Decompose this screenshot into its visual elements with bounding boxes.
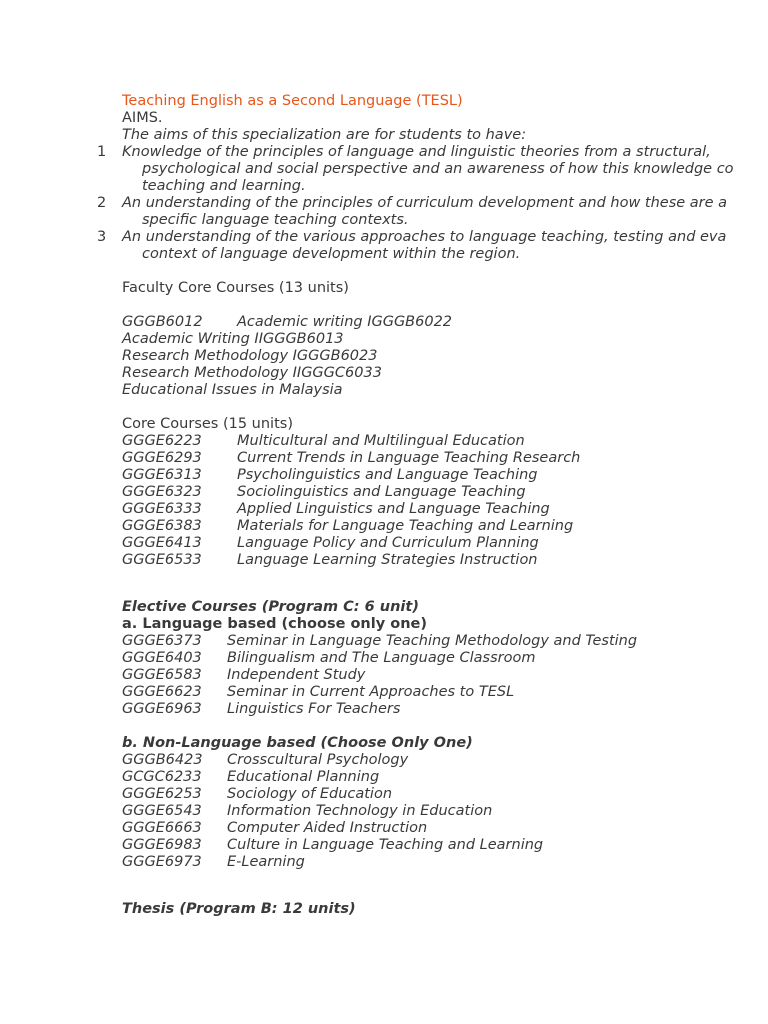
course-name: Current Trends in Language Teaching Research	[237, 450, 581, 466]
elective-b-row	[122, 803, 492, 820]
thesis-heading: Thesis (Program B: 12 units)	[122, 901, 356, 917]
elective-a-row	[122, 667, 365, 684]
course-code: GGGE6313	[122, 467, 202, 483]
course-name: Academic writing IGGGB6022	[237, 314, 453, 330]
course-code: GGGE6403	[122, 650, 202, 666]
course-code: GGGE6533	[122, 552, 202, 568]
course-name: Language Learning Strategies Instruction	[237, 552, 538, 568]
course-code: GGGB6012	[122, 314, 203, 330]
core-course-row	[122, 484, 526, 501]
elective-b-row	[122, 820, 427, 837]
aims-period: .	[157, 110, 163, 126]
elective-b-heading: b. Non-Language based (Choose Only One)	[122, 735, 473, 751]
document-title: Teaching English as a Second Language (TESL)	[122, 93, 463, 109]
course-name: Educational Planning	[227, 769, 380, 785]
course-code: GGGE6413	[122, 535, 202, 551]
course-code: GGGE6323	[122, 484, 202, 500]
aim-3-line-2: context of language development within the region.	[142, 246, 521, 262]
course-code: GGGE6623	[122, 684, 202, 700]
core-course-row	[122, 450, 580, 467]
elective-heading: Elective Courses (Program C: 6 unit)	[122, 599, 419, 615]
elective-b-row	[122, 786, 392, 803]
core-course-row	[122, 535, 539, 552]
course-name: Crosscultural Psychology	[227, 752, 409, 768]
faculty-core-line: Research Methodology IIGGGC6033	[122, 365, 382, 381]
faculty-core-line: Research Methodology IGGGB6023	[122, 348, 378, 364]
core-course-row	[122, 467, 538, 484]
course-name: Psycholinguistics and Language Teaching	[237, 467, 538, 483]
course-name: Bilingualism and The Language Classroom	[227, 650, 536, 666]
aim-3-line-1: An understanding of the various approaches to language teaching, testing and eva	[122, 229, 727, 245]
aims-intro: The aims of this specialization are for students to have:	[122, 127, 527, 143]
course-name: Seminar in Language Teaching Methodology and Testing	[227, 633, 638, 649]
course-name: Multicultural and Multilingual Education	[237, 433, 525, 449]
core-courses-heading: Core Courses (15 units)	[122, 416, 293, 432]
aim-1-line-1: Knowledge of the principles of language and linguistic theories from a structural,	[122, 144, 711, 160]
course-name: Culture in Language Teaching and Learning	[227, 837, 544, 853]
course-code: GGGE6973	[122, 854, 202, 870]
course-name: Sociolinguistics and Language Teaching	[237, 484, 526, 500]
aim-number-2: 2	[97, 195, 107, 211]
elective-b-row	[122, 769, 379, 786]
elective-b-row	[122, 752, 408, 769]
course-name: Independent Study	[227, 667, 366, 683]
course-code: GGGE6293	[122, 450, 202, 466]
aim-2-line-1: An understanding of the principles of curriculum development and how these are a	[122, 195, 728, 211]
course-name: Materials for Language Teaching and Learning	[237, 518, 574, 534]
aim-number-3: 3	[97, 229, 107, 245]
course-name: Language Policy and Curriculum Planning	[237, 535, 539, 551]
course-code: GGGE6543	[122, 803, 202, 819]
faculty-core-line: Academic Writing IIGGGB6013	[122, 331, 344, 347]
faculty-core-line: Educational Issues in Malaysia	[122, 382, 343, 398]
course-name: E-Learning	[227, 854, 305, 870]
course-code: GGGE6333	[122, 501, 202, 517]
elective-a-row	[122, 633, 637, 650]
elective-a-heading: a. Language based (choose only one)	[122, 616, 427, 632]
core-course-row	[122, 552, 538, 569]
aims-label: AIMS	[122, 110, 158, 126]
course-name: Linguistics For Teachers	[227, 701, 401, 717]
elective-a-row	[122, 684, 514, 701]
core-course-row	[122, 433, 525, 450]
course-code: GGGE6373	[122, 633, 202, 649]
aim-1-line-3: teaching and learning.	[142, 178, 306, 194]
elective-b-row	[122, 837, 543, 854]
course-code: GGGE6963	[122, 701, 202, 717]
elective-b-row	[122, 854, 305, 871]
aims-heading	[122, 110, 163, 127]
core-course-row	[122, 518, 573, 535]
course-code: GCGC6233	[122, 769, 202, 785]
course-code: GGGE6583	[122, 667, 202, 683]
faculty-core-heading: Faculty Core Courses (13 units)	[122, 280, 349, 296]
course-name: Applied Linguistics and Language Teaching	[237, 501, 550, 517]
aim-1-line-2: psychological and social perspective and an awareness of how this knowledge co	[142, 161, 734, 177]
elective-a-row	[122, 701, 400, 718]
faculty-core-first-line	[122, 314, 452, 331]
aim-number-1: 1	[97, 144, 107, 160]
aim-2-line-2: specific language teaching contexts.	[142, 212, 409, 228]
course-name: Seminar in Current Approaches to TESL	[227, 684, 515, 700]
course-code: GGGE6663	[122, 820, 202, 836]
course-code: GGGE6253	[122, 786, 202, 802]
course-code: GGGE6223	[122, 433, 202, 449]
course-code: GGGB6423	[122, 752, 203, 768]
course-name: Sociology of Education	[227, 786, 393, 802]
course-name: Information Technology in Education	[227, 803, 493, 819]
course-name: Computer Aided Instruction	[227, 820, 428, 836]
course-code: GGGE6383	[122, 518, 202, 534]
course-code: GGGE6983	[122, 837, 202, 853]
elective-a-row	[122, 650, 535, 667]
core-course-row	[122, 501, 550, 518]
